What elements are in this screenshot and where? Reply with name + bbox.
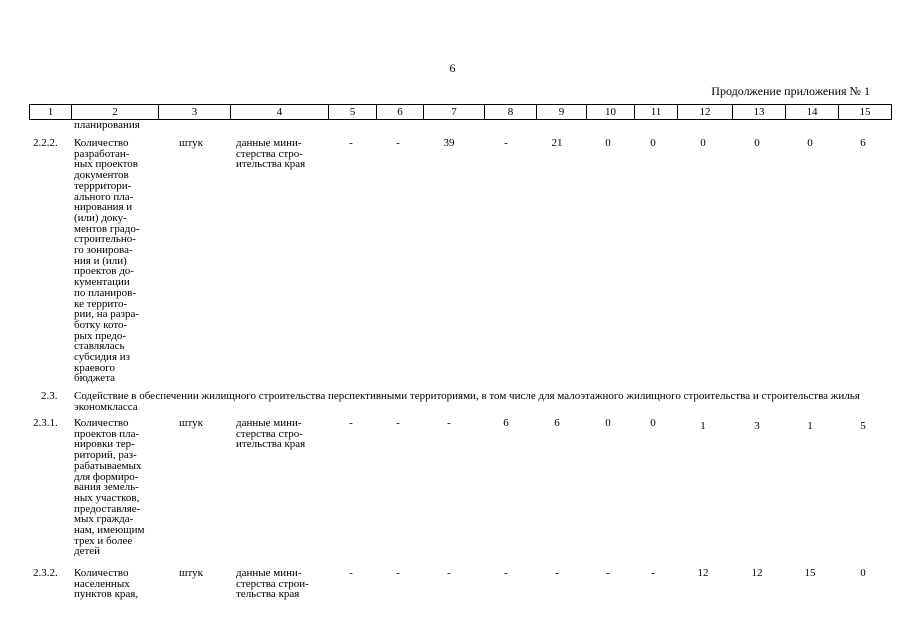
- row-name: Количество населенных пунктов края,: [74, 567, 139, 601]
- row-value-col-7: -: [447, 417, 451, 429]
- row-name: Количество проектов пла- нировки тер- риторий, раз- рабатываемых для формиро- вания земель- ных участков, предоставляе- мых гражда- нам, имеющим трех и более детей: [74, 417, 145, 558]
- row-value-col-9: -: [555, 567, 559, 579]
- row-name: Количество разработан- ных проектов документов террритори- ального пла- нирования и (или) доку- ментов градо- строительно- го зонирова- ния и (или) проектов до- кументации по планиров- ке террито- рии, на разра- ботку кото- рых предо- ставлялась субсидия из краевого бюджета: [74, 137, 140, 385]
- row-value-col-13: 12: [751, 567, 763, 579]
- row-value-col-7: -: [447, 567, 451, 579]
- row-value-col-8: -: [504, 567, 508, 579]
- row-value-col-7: 39: [443, 137, 455, 149]
- row-value-col-14: 1: [807, 420, 813, 432]
- row-value-col-9: 21: [551, 137, 563, 149]
- row-unit: штук: [179, 567, 203, 579]
- header-col-14: 14: [786, 105, 839, 120]
- header-col-9: 9: [537, 105, 587, 120]
- header-col-15: 15: [839, 105, 892, 120]
- header-col-5: 5: [329, 105, 377, 120]
- header-col-13: 13: [733, 105, 786, 120]
- row-value-col-6: -: [396, 417, 400, 429]
- row-value-col-15: 6: [860, 137, 866, 149]
- row-value-col-11: 0: [650, 417, 656, 429]
- header-col-12: 12: [678, 105, 733, 120]
- row-source: данные мини- стерства стро- ительства края: [236, 137, 306, 171]
- row-value-col-14: 15: [804, 567, 816, 579]
- row-value-col-11: 0: [650, 137, 656, 149]
- row-code: 2.3.2.: [33, 567, 58, 579]
- row-value-col-6: -: [396, 567, 400, 579]
- row-source: данные мини- стерства стро- ительства края: [236, 417, 306, 451]
- row-value-col-10: -: [606, 567, 610, 579]
- header-col-1: 1: [30, 105, 72, 120]
- header-col-2: 2: [72, 105, 159, 120]
- row-value-col-12: 0: [700, 137, 706, 149]
- row-value-col-10: 0: [605, 417, 611, 429]
- row-value-col-12: 1: [700, 420, 706, 432]
- row-value-col-15: 0: [860, 567, 866, 579]
- row-value-col-8: -: [504, 137, 508, 149]
- row-value-col-5: -: [349, 137, 353, 149]
- header-col-11: 11: [635, 105, 678, 120]
- row-unit: штук: [179, 417, 203, 429]
- row-value-col-13: 0: [754, 137, 760, 149]
- row-value-col-9: 6: [554, 417, 560, 429]
- header-col-4: 4: [231, 105, 329, 120]
- row-value-col-5: -: [349, 567, 353, 579]
- section-code: 2.3.: [41, 390, 58, 402]
- row-value-col-6: -: [396, 137, 400, 149]
- row-value-col-11: -: [651, 567, 655, 579]
- row-value-col-10: 0: [605, 137, 611, 149]
- header-col-3: 3: [159, 105, 231, 120]
- column-number-header: [29, 104, 892, 120]
- row-value-col-12: 12: [697, 567, 709, 579]
- header-col-8: 8: [485, 105, 537, 120]
- row-value-col-15: 5: [860, 420, 866, 432]
- section-title: Содействие в обеспечении жилищного строительства перспективными территориями, в том числе для малоэтажного жилищного строительства и строительства жилья экономкласса: [74, 390, 860, 413]
- previous-row-fragment: планирования: [74, 119, 140, 131]
- row-source: данные мини- стерства строи- тельства края: [236, 567, 309, 601]
- page-number: 6: [449, 61, 456, 75]
- header-col-6: 6: [377, 105, 424, 120]
- row-value-col-8: 6: [503, 417, 509, 429]
- header-col-10: 10: [587, 105, 635, 120]
- header-col-7: 7: [424, 105, 485, 120]
- row-value-col-13: 3: [754, 420, 760, 432]
- continuation-label: Продолжение приложения № 1: [711, 84, 870, 98]
- row-value-col-14: 0: [807, 137, 813, 149]
- row-value-col-5: -: [349, 417, 353, 429]
- row-unit: штук: [179, 137, 203, 149]
- row-code: 2.2.2.: [33, 137, 58, 149]
- row-code: 2.3.1.: [33, 417, 58, 429]
